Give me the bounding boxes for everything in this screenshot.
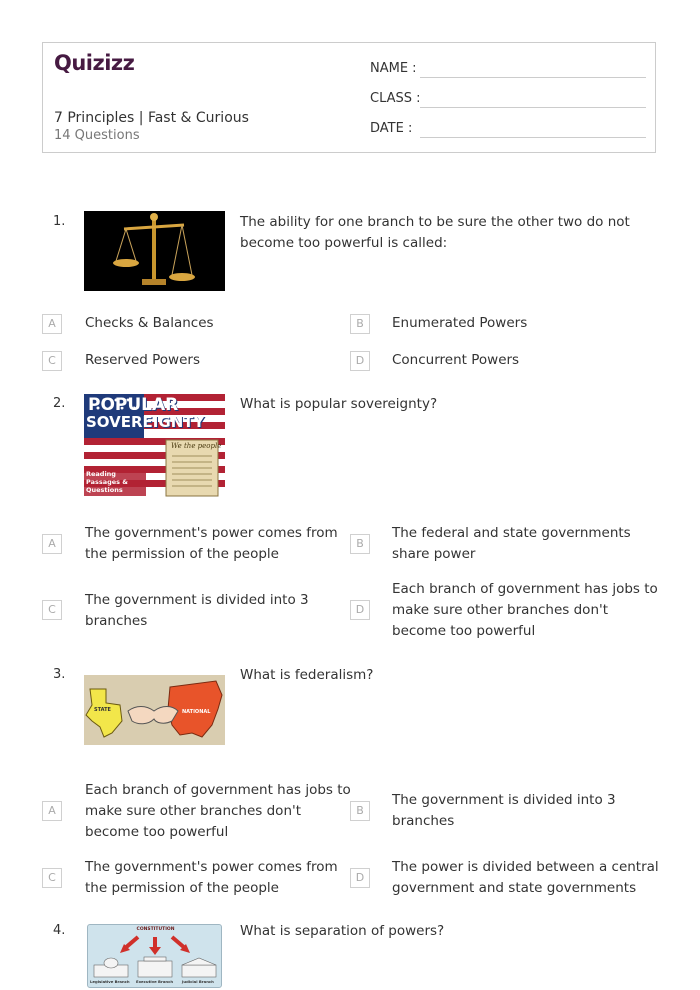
date-line: [420, 137, 646, 138]
date-field[interactable]: [370, 121, 646, 141]
quizizz-logo: Quizizz: [54, 51, 135, 75]
class-line: [420, 107, 646, 108]
option-box-a[interactable]: A: [42, 801, 62, 821]
name-label: NAME :: [370, 61, 417, 76]
image-national-label: NATIONAL: [182, 709, 211, 715]
option-box-c[interactable]: C: [42, 868, 62, 888]
name-line: [420, 77, 646, 78]
question-number: 3.: [53, 667, 66, 682]
question-number: 4.: [53, 923, 66, 938]
question-text: What is popular sovereignty?: [240, 396, 438, 412]
federalism-image: [84, 675, 225, 745]
option-text: The power is divided between a central government and state governments: [392, 859, 659, 896]
option-text: The government's power comes from the permission of the people: [85, 525, 338, 562]
option-text: Concurrent Powers: [392, 352, 520, 368]
option-box-d[interactable]: D: [350, 600, 370, 620]
separation-of-powers-image: [87, 924, 222, 988]
option-box-c[interactable]: C: [42, 351, 62, 371]
class-field[interactable]: [370, 91, 646, 111]
option-text: Each branch of government has jobs to make sure other branches don't become too powerful: [392, 581, 658, 639]
option-box-a[interactable]: A: [42, 314, 62, 334]
option-box-c[interactable]: C: [42, 600, 62, 620]
image-legislative-label: Legislative Branch: [90, 979, 130, 984]
question-text: The ability for one branch to be sure the other two do not become too powerful is called:: [240, 214, 630, 251]
option-box-a[interactable]: A: [42, 534, 62, 554]
question-number: 1.: [53, 214, 66, 229]
scales-of-justice-image: [84, 211, 225, 291]
question-number: 2.: [53, 396, 66, 411]
image-judicial-label: Judicial Branch: [182, 979, 214, 984]
image-executive-label: Executive Branch: [136, 979, 174, 984]
worksheet-title: 7 Principles | Fast & Curious: [54, 110, 249, 126]
option-text: Reserved Powers: [85, 352, 200, 368]
option-text: Checks & Balances: [85, 315, 214, 331]
option-text: The federal and state governments share power: [392, 525, 631, 562]
image-doc-text: We the people: [171, 442, 222, 450]
image-state-label: STATE: [94, 707, 111, 713]
image-line2: SOVEREIGNTY: [86, 413, 205, 431]
option-box-d[interactable]: D: [350, 868, 370, 888]
option-text: The government is divided into 3 branches: [392, 792, 616, 829]
image-constitution-label: CONSTITUTION: [136, 927, 175, 932]
question-text: What is federalism?: [240, 667, 374, 683]
class-label: CLASS :: [370, 91, 421, 106]
option-box-b[interactable]: B: [350, 314, 370, 334]
worksheet-header: [42, 42, 656, 153]
option-box-b[interactable]: B: [350, 801, 370, 821]
popular-sovereignty-image: [84, 394, 225, 494]
name-field[interactable]: [370, 61, 646, 81]
option-text: Enumerated Powers: [392, 315, 528, 331]
image-caption: Reading Passages & Questions: [86, 470, 128, 494]
option-text: The government's power comes from the permission of the people: [85, 859, 338, 896]
option-box-d[interactable]: D: [350, 351, 370, 371]
question-text: What is separation of powers?: [240, 923, 445, 939]
option-text: The government is divided into 3 branches: [85, 592, 309, 629]
option-text: Each branch of government has jobs to make sure other branches don't become too powerful: [85, 782, 351, 840]
option-box-b[interactable]: B: [350, 534, 370, 554]
question-count: 14 Questions: [54, 128, 140, 143]
date-label: DATE :: [370, 121, 413, 136]
image-line1: POPULAR: [88, 395, 179, 415]
